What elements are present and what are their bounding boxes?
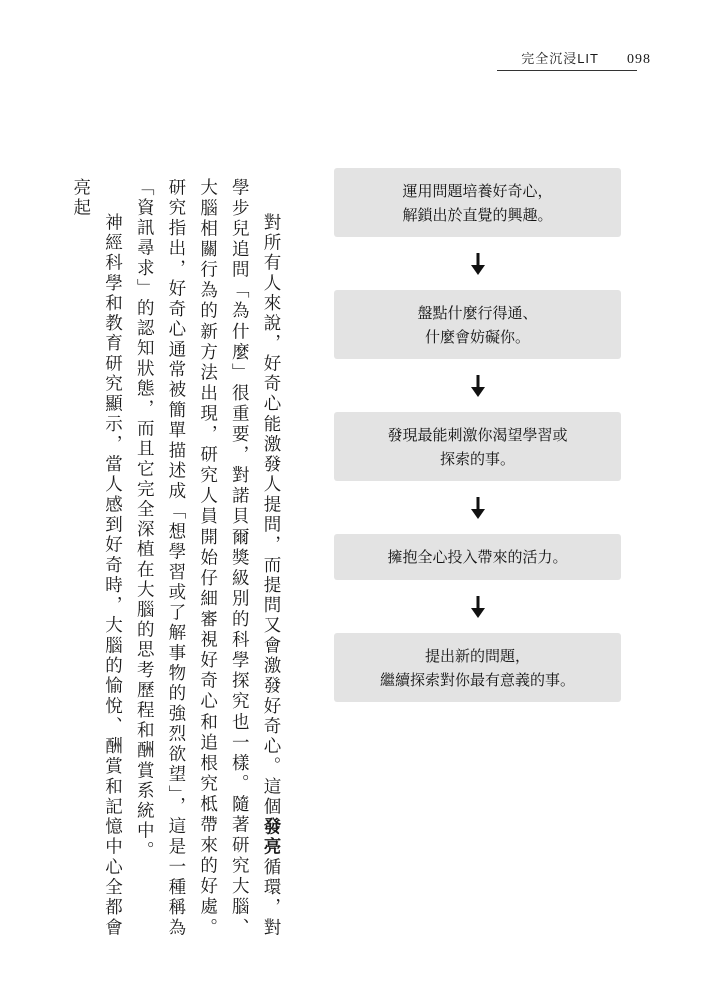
flow-step-5: 提出新的問題， 繼續探索對你最有意義的事。 bbox=[334, 633, 621, 702]
flowchart bbox=[334, 168, 621, 702]
book-title: 完全沉浸LIT bbox=[521, 51, 599, 66]
paragraph-2: 神經科學和教育研究顯示，當人感到好奇時，大腦的愉悅、酬賞和記憶中心全都會亮起 bbox=[70, 178, 123, 938]
paragraph-1 bbox=[127, 178, 286, 938]
flow-step-1: 運用問題培養好奇心， 解鎖出於直覺的興趣。 bbox=[334, 168, 621, 237]
down-arrow-icon bbox=[334, 359, 621, 412]
paragraph-1-end: 循環，對學步兒追問「為什麼」很重要，對諾貝爾獎級別的科學探究也一樣。隨著研究大腦、大腦相關行為的新方法出現，研究人員開始仔細審視好奇心和追根究柢帶來的好處。研究指出，好奇心通常被簡單描述成「想學習或了解事物的強烈欲望」，這是一種稱為「資訊尋求」的認知狀態，而且它完全深植在大腦的思考歷程和酬賞系統中。 bbox=[134, 178, 281, 939]
flow-step-4: 擁抱全心投入帶來的活力。 bbox=[334, 534, 621, 580]
page-header bbox=[521, 48, 651, 68]
down-arrow-icon bbox=[334, 237, 621, 290]
page-number: 098 bbox=[627, 52, 651, 67]
down-arrow-icon bbox=[334, 580, 621, 633]
flow-step-2: 盤點什麼行得通、 什麼會妨礙你。 bbox=[334, 290, 621, 359]
paragraph-1-start: 對所有人來說，好奇心能激發人提問，而提問又會激發好奇心。這個 bbox=[261, 213, 281, 818]
flow-step-3: 發現最能刺激你渴望學習或 探索的事。 bbox=[334, 412, 621, 481]
body-text bbox=[64, 178, 286, 938]
down-arrow-icon bbox=[334, 481, 621, 534]
bold-term: 發亮 bbox=[261, 817, 281, 858]
header-rule bbox=[497, 70, 637, 71]
